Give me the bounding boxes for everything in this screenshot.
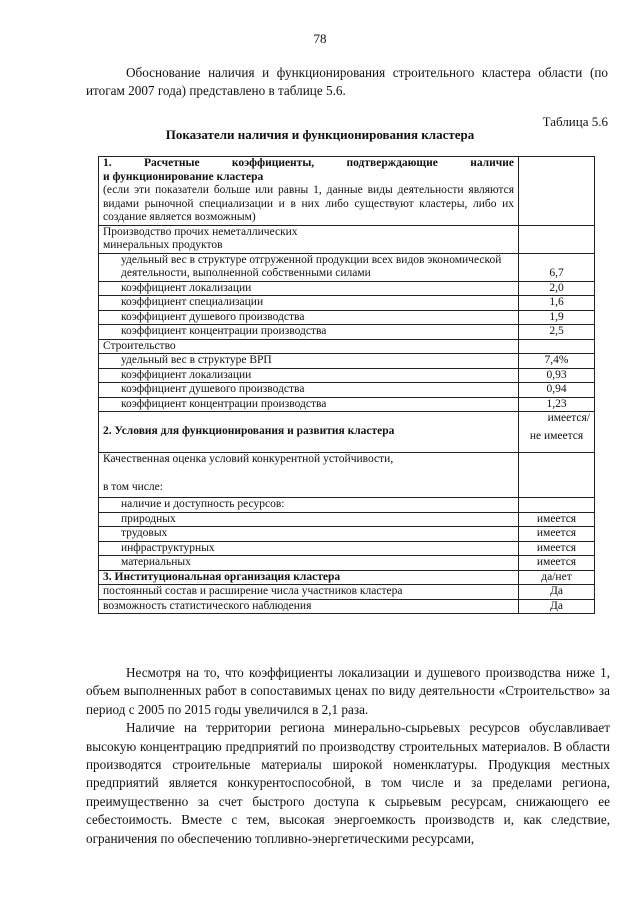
table-row xyxy=(99,556,595,571)
section1-word-2: коэффициенты, xyxy=(231,157,315,169)
table-row xyxy=(99,368,595,383)
section1-header-value xyxy=(519,157,595,226)
section2-value-header xyxy=(519,412,595,453)
table-row xyxy=(99,599,595,614)
section2-value-top: имеется/ xyxy=(547,412,590,424)
section1-word-4: наличие xyxy=(470,157,514,169)
table-row xyxy=(99,512,595,527)
section3-title: 3. Институциональная организация кластера xyxy=(99,570,519,585)
row-label: коэффициент локализации xyxy=(99,368,519,383)
row-value: 1,6 xyxy=(519,296,595,311)
row-value: 6,7 xyxy=(519,253,595,281)
row-label: инфраструктурных xyxy=(99,541,519,556)
body-paragraph-2: Наличие на территории региона минерально-сырьевых ресурсов обуславливает высокую концентрацию предприятий по производству строительных материалов. В области производятся строительные материалы широкой номенклатуры. Продукция местных предприятий является конкурентоспособной, в том числе и за пределами региона, преимущественно за счет быстрого доступа к сырьевым ресурсам, снижающего ее себестоимость. Вместе с тем, высокая энергоемкость производств и, как следствие, ограничения по обеспечению топливно-энергетическими ресурсами, xyxy=(86,720,610,846)
section2-quality: Качественная оценка условий конкурентной устойчивости, xyxy=(103,453,394,465)
section1-header-line2: и функционирование кластера xyxy=(103,170,264,183)
row-value: имеется xyxy=(519,527,595,542)
table-row xyxy=(99,383,595,398)
section2-resources-row xyxy=(99,498,595,513)
table-label: Таблица 5.6 xyxy=(542,114,608,129)
group2-title-row xyxy=(99,339,595,354)
section1-word-1: Расчетные xyxy=(143,157,200,169)
section2-value-bottom: не имеется xyxy=(529,429,584,442)
row-label: возможность статистического наблюдения xyxy=(99,599,519,614)
section2-quality-cell xyxy=(99,453,519,498)
section1-number: 1. xyxy=(103,157,112,169)
group1-title-value xyxy=(519,225,595,253)
row-label: удельный вес в структуре ВРП xyxy=(99,354,519,369)
table-row xyxy=(99,527,595,542)
intro-paragraph: Обоснование наличия и функционирования строительного кластера области (по итогам 2007 года) представлено в таблице 5.6. xyxy=(86,65,608,98)
section1-header-line xyxy=(103,157,514,171)
row-value: 0,93 xyxy=(519,368,595,383)
group2-title-value xyxy=(519,339,595,354)
row-label: коэффициент душевого производства xyxy=(99,310,519,325)
row-value: 2,5 xyxy=(519,325,595,340)
row-value: 0,94 xyxy=(519,383,595,398)
row-value: 7,4% xyxy=(519,354,595,369)
cluster-indicators-table xyxy=(98,156,595,614)
row-value: имеется xyxy=(519,556,595,571)
body-paragraph-1: Несмотря на то, что коэффициенты локализации и душевого производства ниже 1, объем выполненных работ в сопоставимых ценах по виду деятельности «Строительство» за период с 2005 по 2015 годы увеличился в 2,1 раза. xyxy=(86,665,610,717)
row-label: удельный вес в структуре отгруженной продукции всех видов экономической деятельности, выполненной собственными силами xyxy=(99,253,519,281)
row-value: имеется xyxy=(519,541,595,556)
row-label: материальных xyxy=(99,556,519,571)
row-value: Да xyxy=(519,599,595,614)
section2-resources-value xyxy=(519,498,595,513)
section1-word-3: подтверждающие xyxy=(346,157,438,169)
section2-resources: наличие и доступность ресурсов: xyxy=(99,498,519,513)
row-label: коэффициент душевого производства xyxy=(99,383,519,398)
section2-header-row xyxy=(99,412,595,453)
table-row xyxy=(99,253,595,281)
table-row xyxy=(99,354,595,369)
table-row xyxy=(99,296,595,311)
row-value: 1,23 xyxy=(519,397,595,412)
table-row xyxy=(99,585,595,600)
group1-title: Производство прочих неметаллических минеральных продуктов xyxy=(99,225,519,253)
table-row xyxy=(99,397,595,412)
group2-title: Строительство xyxy=(99,339,519,354)
row-label: коэффициент концентрации производства xyxy=(99,325,519,340)
row-label: постоянный состав и расширение числа участников кластера xyxy=(99,585,519,600)
section3-value-header: да/нет xyxy=(519,570,595,585)
section2-quality-value xyxy=(519,453,595,498)
table-row xyxy=(99,541,595,556)
section1-note: (если эти показатели больше или равны 1, данные виды деятельности являются видами рыночной специализации и в них либо существуют кластеры, либо их создание является возможным) xyxy=(103,184,514,223)
table-title: Показатели наличия и функционирования кластера xyxy=(165,127,475,142)
row-value: 2,0 xyxy=(519,281,595,296)
row-value: Да xyxy=(519,585,595,600)
body-text xyxy=(86,664,610,848)
table-row xyxy=(99,281,595,296)
page-number: 78 xyxy=(313,31,327,46)
row-value: имеется xyxy=(519,512,595,527)
section3-header-row xyxy=(99,570,595,585)
group1-title-row xyxy=(99,225,595,253)
row-label: природных xyxy=(99,512,519,527)
section1-header-row xyxy=(99,157,595,226)
section1-header-cell xyxy=(99,157,519,226)
row-label: трудовых xyxy=(99,527,519,542)
row-value: 1,9 xyxy=(519,310,595,325)
section2-including: в том числе: xyxy=(103,480,163,493)
section2-quality-row xyxy=(99,453,595,498)
section2-title: 2. Условия для функционирования и развития кластера xyxy=(99,412,519,453)
table-row xyxy=(99,325,595,340)
row-label: коэффициент концентрации производства xyxy=(99,397,519,412)
table-row xyxy=(99,310,595,325)
row-label: коэффициент специализации xyxy=(99,296,519,311)
row-label: коэффициент локализации xyxy=(99,281,519,296)
